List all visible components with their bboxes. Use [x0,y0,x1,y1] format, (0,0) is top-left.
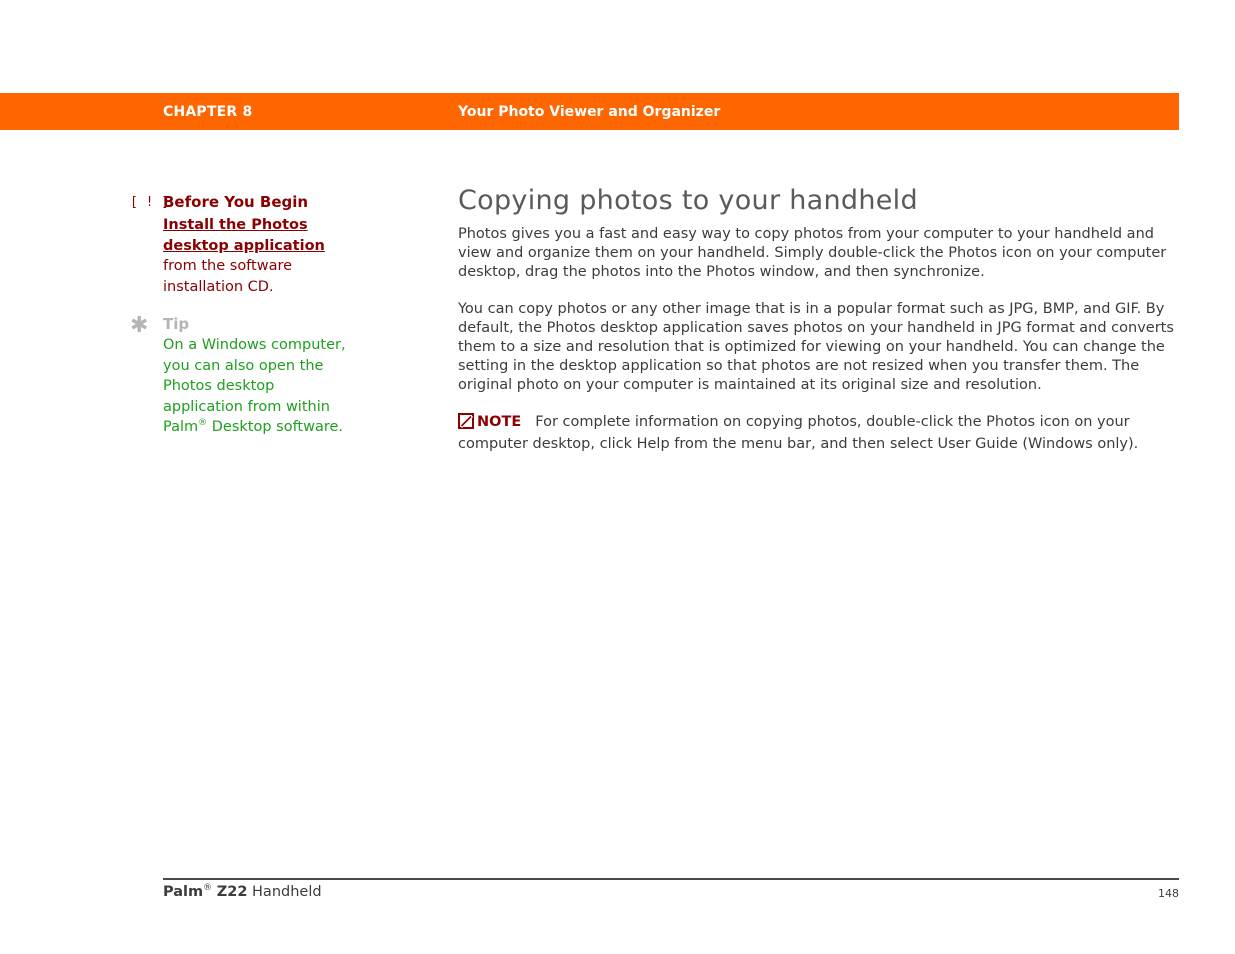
note-text: For complete information on copying photos, double-click the Photos icon on your computer desktop, click Help from the menu bar, and then select User Guide (Windows only). [458,414,1139,452]
before-you-begin-block [130,193,370,297]
chapter-title: Your Photo Viewer and Organizer [458,104,721,120]
paragraph-formats: You can copy photos or any other image that is in a popular format such as JPG, BMP, and GIF. By default, the Photos desktop application saves photos on your handheld in JPG format and converts them to a size and resolution that is optimized for viewing on your handheld. You can change the setting in the desktop application so that photos are not resized when you transfer them. The original photo on your computer is maintained at its original size and resolution. [458,301,1174,393]
chapter-label: CHAPTER 8 [163,104,253,120]
before-you-begin-text [163,215,358,297]
tip-block [130,315,370,438]
tip-heading: Tip [163,315,190,333]
before-you-begin-text-rest: from the software installation CD. [163,258,293,295]
note-block [458,413,1178,454]
note-pencil-icon [458,413,474,435]
footer-model: Z22 [216,884,248,900]
sidebar [130,193,370,438]
important-marker-icon: [ ! ] [130,195,170,210]
footer-product [163,884,322,900]
paragraph-intro: Photos gives you a fast and easy way to copy photos from your computer to your handheld and view and organize them on your handheld. Simply double-click the Photos icon on your computer desktop, drag the photos into the Photos window, and then synchronize. [458,226,1167,280]
page-number: 148 [1158,887,1179,900]
registered-mark: ® [198,418,208,429]
tip-text [163,335,358,438]
tip-text-end: Desktop software. [207,419,344,435]
before-you-begin-heading: Before You Begin [163,193,309,211]
footer-brand: Palm [163,884,204,900]
asterisk-icon: ✱ [130,313,149,338]
page-title: Copying photos to your handheld [458,185,918,216]
tip-text-main: On a Windows computer, you can also open the Photos desktop application from within Palm [163,337,346,435]
footer-registered-mark: ® [203,883,213,894]
main-content [458,185,1178,454]
note-label: NOTE [477,414,522,430]
install-photos-link[interactable]: Install the Photos desktop application [163,217,325,254]
footer-product-name: Handheld [252,884,322,900]
footer-divider [163,878,1179,880]
